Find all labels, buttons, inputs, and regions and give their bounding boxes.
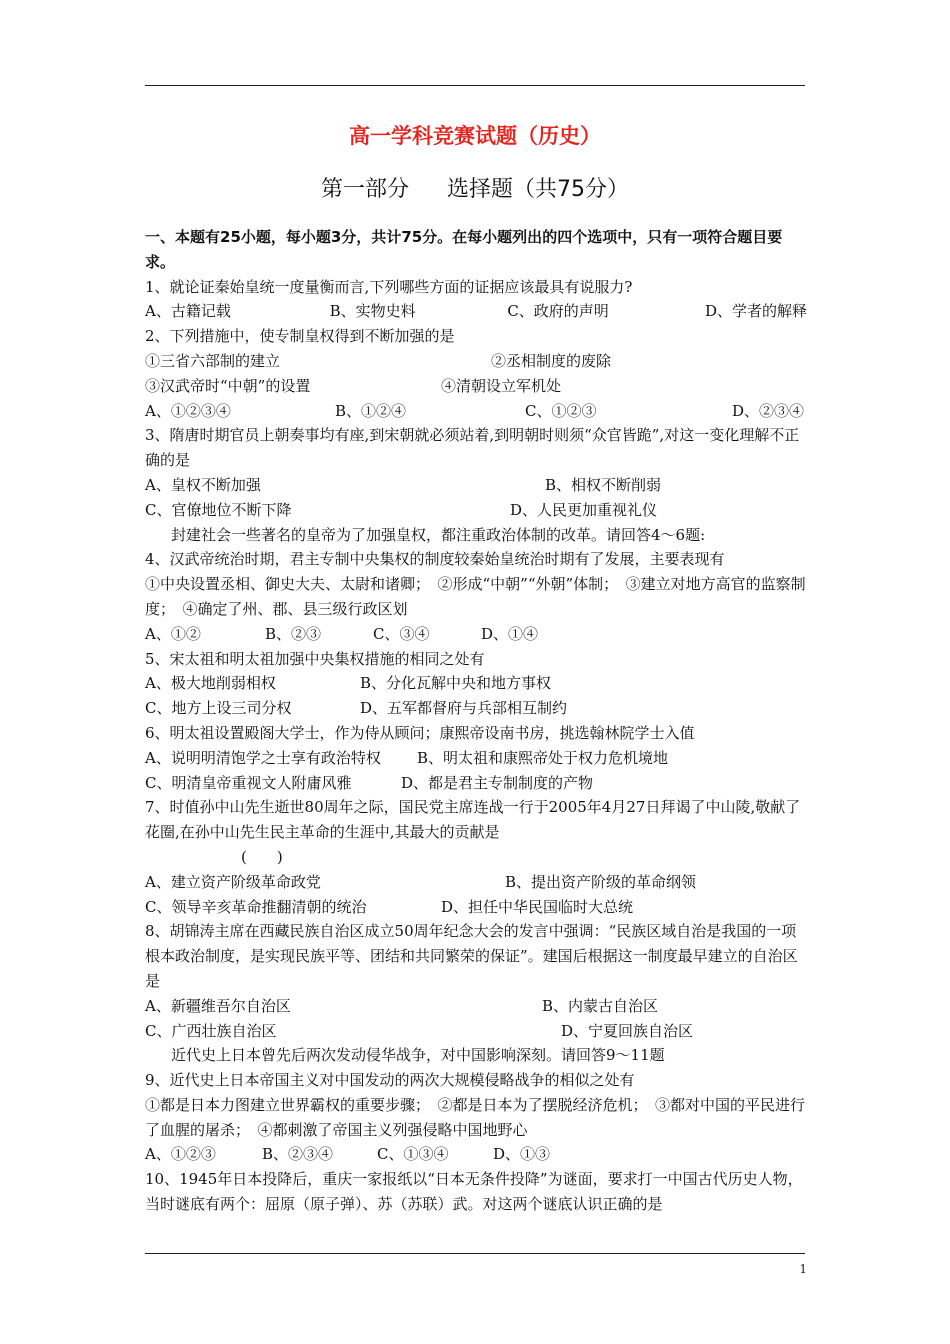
- question-2-items-row-1: [145, 349, 807, 374]
- question-7-options-row-2: [145, 895, 807, 920]
- option-a: A、新疆维吾尔自治区: [145, 996, 291, 1015]
- question-7-stem: 7、时值孙中山先生逝世80周年之际，国民党主席连战一行于2005年4月27日拜谒了中山陵,敬献了花圈,在孙中山先生民主革命的生涯中,其最大的贡献是: [145, 798, 801, 842]
- question-9-stem: 9、近代史上日本帝国主义对中国发动的两次大规模侵略战争的相似之处有: [145, 1071, 635, 1090]
- question-10-stem: 10、1945年日本投降后，重庆一家报纸以“日本无条件投降”为谜面，要求打一中国古代历史人物，当时谜底有两个：屈原（原子弹）、苏（苏联）武。对这两个谜底认识正确的是: [145, 1170, 803, 1214]
- option-b: B、分化瓦解中央和地方事权: [360, 674, 552, 693]
- option-d: D、宁夏回族自治区: [561, 1021, 694, 1040]
- option-b: B、实物史料: [329, 302, 416, 321]
- instructions: 一、本题有25小题，每小题3分，共计75分。在每小题列出的四个选项中，只有一项符合题目要求。: [145, 228, 783, 271]
- item-4: ④清朝设立军机处: [441, 376, 562, 395]
- option-c: C、官僚地位不断下降: [145, 500, 292, 519]
- question-6-stem: 6、明太祖设置殿阁大学士，作为侍从顾问；康熙帝设南书房，挑选翰林院学士入值: [145, 723, 695, 742]
- question-list: [145, 225, 807, 1217]
- question-8-stem: 8、胡锦涛主席在西藏民族自治区成立50周年纪念大会的发言中强调：“民族区域自治是我国的一项根本政治制度，是实现民族平等、团结和共同繁荣的保证”。建国后根据这一制度最早建立的自治区是: [145, 922, 798, 990]
- question-4-stem: 4、汉武帝统治时期，君主专制中央集权的制度较秦始皇统治时期有了发展，主要表现有: [145, 550, 725, 569]
- option-d: D、①④: [481, 624, 539, 643]
- option-c: C、领导辛亥革命推翻清朝的统治: [145, 897, 367, 916]
- question-9-body: ①都是日本力图建立世界霸权的重要步骤； ②都是日本为了摆脱经济危机； ③都对中国的平民进行了血腥的屠杀； ④都刺激了帝国主义列强侵略中国地野心: [145, 1095, 806, 1139]
- option-c: C、①③④: [377, 1145, 449, 1164]
- item-1: ①三省六部制的建立: [145, 351, 281, 370]
- intro-questions-4-6: 封建社会一些著名的皇帝为了加强皇权，都注重政治体制的改革。请回答4～6题:: [171, 525, 706, 544]
- option-b: B、提出资产阶级的革命纲领: [505, 872, 697, 891]
- option-b: B、明太祖和康熙帝处于权力危机境地: [417, 748, 669, 767]
- page-number: 1: [799, 1262, 807, 1276]
- question-6-options-row-1: [145, 746, 807, 771]
- option-c: C、地方上设三司分权: [145, 699, 292, 718]
- option-d: D、②③④: [732, 401, 805, 420]
- option-d: D、人民更加重视礼仪: [510, 500, 658, 519]
- option-d: D、担任中华民国临时大总统: [441, 897, 634, 916]
- item-2: ②丞相制度的废除: [491, 351, 612, 370]
- option-b: B、②③: [265, 624, 322, 643]
- question-8-options-row-2: [145, 1019, 807, 1044]
- option-a: A、①②③④: [145, 401, 231, 420]
- option-b: B、相权不断削弱: [545, 475, 662, 494]
- option-c: C、政府的声明: [507, 302, 609, 321]
- header-rule: [145, 85, 805, 86]
- option-a: A、说明明清饱学之士享有政治特权: [145, 748, 381, 767]
- question-3-options-row-1: [145, 473, 807, 498]
- option-b: B、内蒙古自治区: [542, 996, 659, 1015]
- option-d: D、五军都督府与兵部相互制约: [360, 699, 568, 718]
- option-a: A、皇权不断加强: [145, 475, 261, 494]
- question-3-stem: 3、隋唐时期官员上朝奏事均有座,到宋朝就必须站着,到明朝时则须“众官皆跪”,对这一变化理解不正确的是: [145, 426, 800, 470]
- page-title: 高一学科竞赛试题（历史）: [349, 124, 601, 148]
- section-name-label: 选择题（共75分）: [447, 177, 629, 202]
- question-4-options: [145, 622, 807, 647]
- option-a: A、古籍记载: [145, 302, 231, 321]
- question-2-items-row-2: [145, 374, 807, 399]
- option-c: C、③④: [373, 624, 430, 643]
- option-a: A、①②③: [145, 1145, 216, 1164]
- option-d: D、学者的解释: [704, 302, 807, 321]
- question-8-options-row-1: [145, 994, 807, 1019]
- question-1-options: [145, 299, 807, 324]
- intro-questions-9-11: 近代史上日本曾先后两次发动侵华战争，对中国影响深刻。请回答9～11题: [171, 1046, 665, 1065]
- option-c: C、①②③: [525, 401, 597, 420]
- option-b: B、②③④: [262, 1145, 334, 1164]
- question-4-body: ①中央设置丞相、御史大夫、太尉和诸卿； ②形成“中朝”“外朝”体制； ③建立对地方高官的监察制度； ④确定了州、郡、县三级行政区划: [145, 575, 806, 618]
- option-c: C、明清皇帝重视文人附庸风雅: [145, 773, 352, 792]
- section-title: [0, 172, 950, 203]
- item-3: ③汉武帝时“中朝”的设置: [145, 376, 311, 395]
- question-2-stem: 2、下列措施中，使专制皇权得到不断加强的是: [145, 327, 455, 346]
- option-d: D、①③: [493, 1145, 551, 1164]
- option-a: A、建立资产阶级革命政党: [145, 872, 321, 891]
- question-2-options: [145, 399, 807, 424]
- option-a: A、①②: [145, 624, 201, 643]
- question-5-options-row-1: [145, 671, 807, 696]
- question-1-stem: 1、就论证秦始皇统一度量衡而言,下列哪些方面的证据应该最具有说服力?: [145, 277, 633, 296]
- question-5-stem: 5、宋太祖和明太祖加强中央集权措施的相同之处有: [145, 649, 485, 668]
- option-b: B、①②④: [335, 401, 407, 420]
- option-d: D、都是君主专制制度的产物: [401, 773, 594, 792]
- option-a: A、极大地削弱相权: [145, 674, 276, 693]
- question-3-options-row-2: [145, 498, 807, 523]
- question-5-options-row-2: [145, 696, 807, 721]
- question-6-options-row-2: [145, 771, 807, 796]
- option-c: C、广西壮族自治区: [145, 1021, 277, 1040]
- section-part-label: 第一部分: [320, 177, 409, 202]
- question-9-options: [145, 1142, 807, 1167]
- question-7-options-row-1: [145, 870, 807, 895]
- footer-rule: [145, 1253, 805, 1254]
- answer-blank: ( ): [241, 847, 283, 866]
